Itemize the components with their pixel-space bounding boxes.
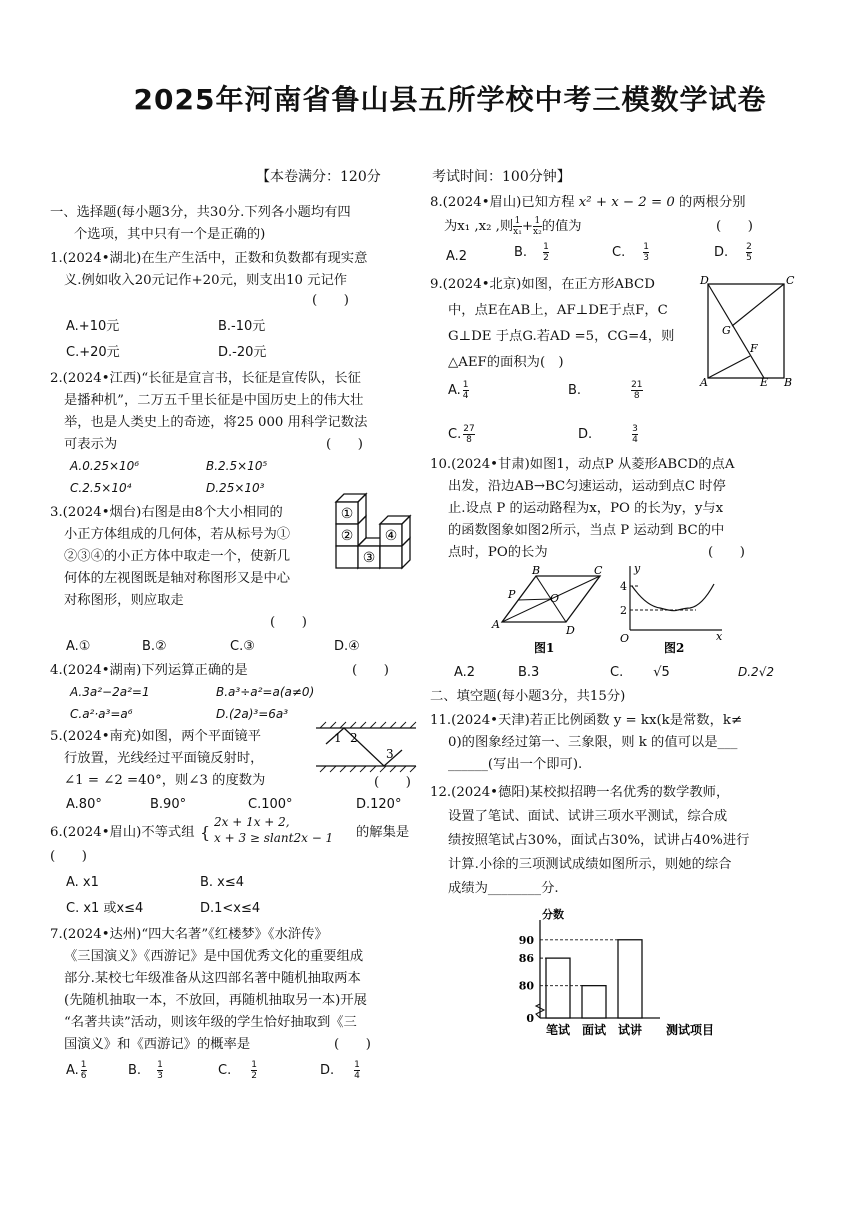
q5-line3: ∠1 = ∠2 =40°，则∠3 的度数为	[64, 773, 266, 788]
q11-line2: 0)的图象经过第一、三象限，则 k 的值可以是___	[448, 735, 738, 750]
q9-line3: G⊥DE 于点G.若AD =5，CG=4，则	[448, 329, 675, 344]
q9-line2: 中，点E在AB上，AF⊥DE于点F，C	[448, 303, 668, 318]
q12-line4: 计算.小徐的三项测试成绩如图所示，则她的综合	[448, 857, 732, 872]
q5-option-a[interactable]: A.80°	[66, 797, 102, 812]
q3-label-4: ④	[384, 528, 398, 544]
q10-graph-y: y	[634, 562, 641, 575]
q6-option-a[interactable]: A. x1	[66, 875, 99, 890]
q12-line1: 12.(2024•德阳)某校拟招聘一名优秀的数学教师，	[430, 785, 730, 800]
section-2-title: 二、填空题(每小题3分，共15分)	[430, 689, 626, 704]
q6-system-line1: 2x + 1x + 2,	[214, 815, 290, 829]
q1-line2: 义.例如收入20元记作+20元，则支出10 元记作	[64, 273, 348, 288]
q7-option-a[interactable]: A. $\frac{1}{6}$	[66, 1060, 87, 1081]
q10-line5: 点时，PO的长为	[448, 545, 548, 560]
q3-label-3: ③	[362, 550, 376, 566]
q10-label-c: C	[594, 564, 603, 577]
q3-line2: 小正方体组成的几何体，若从标号为①	[64, 527, 291, 542]
q10-graph-x: x	[716, 630, 723, 643]
chart-category-label: 面试	[581, 1023, 607, 1037]
q12-line3: 绩按照笔试占30%，面试占30%，试讲占40%进行	[448, 833, 750, 848]
q2-line3: 举，也是人类史上的奇迹，将25 000 用科学记数法	[64, 415, 368, 430]
q7-option-b[interactable]: B. $\frac{1}{3}$	[128, 1060, 163, 1081]
q2-line1: 2.(2024•江西)“长征是宣言书，长征是宣传队，长征	[50, 371, 361, 386]
q3-line1: 3.(2024•烟台)右图是由8个大小相同的	[50, 505, 283, 520]
q12-line5: 成绩为________分.	[448, 881, 559, 896]
q9-label-a: A	[700, 376, 708, 389]
q10-rhombus-figure	[490, 566, 606, 656]
q7-line2: 《三国演义》《西游记》是中国优秀文化的重要组成	[64, 949, 364, 964]
q8-paren: ( )	[716, 219, 753, 234]
q7-line1: 7.(2024•达州)“四大名著”《红楼梦》《水浒传》	[50, 927, 328, 942]
q2-option-a[interactable]: A.0.25×10⁶	[70, 459, 140, 473]
q10-label-d: D	[566, 624, 575, 637]
q10-label-o: O	[550, 592, 560, 605]
q8-option-a[interactable]: A.2	[446, 249, 468, 264]
q9-square-figure	[698, 274, 795, 389]
q3-line5: 对称图形，则应取走	[64, 593, 184, 608]
q10-line4: 的函数图象如图2所示，当点 P 运动到 BC的中	[448, 523, 725, 538]
q9-label-c: C	[786, 274, 795, 287]
q9-option-a[interactable]: A. $\frac{1}{4}$	[448, 380, 469, 401]
q3-option-a[interactable]: A.①	[66, 639, 91, 654]
q10-graph-tick-4: 4	[620, 580, 627, 593]
q8-line2: 为x₁ ,x₂ ,则 $\frac{1}{\text{x₁}}$ + $\frac{1}{\text{x₂}}$ 的值为	[444, 216, 582, 237]
q10-figure2-caption: 图2	[664, 641, 685, 655]
chart-category-label: 笔试	[545, 1023, 571, 1037]
q8-line1: 8.(2024•眉山)已知方程 x² + x − 2 = 0 的两根分别	[430, 195, 746, 210]
chart-y-tick-label: 80	[518, 979, 534, 993]
q1-option-d[interactable]: D.-20元	[218, 345, 267, 360]
q1-option-c[interactable]: C.+20元	[66, 345, 120, 360]
q5-angle-1: 1	[334, 731, 342, 745]
q8-option-d[interactable]: D. $\frac{2}{5}$	[714, 242, 752, 263]
q7-line4: (先随机抽取一本，不放回，再随机抽取另一本)开展	[64, 993, 367, 1008]
q6-option-d[interactable]: D.1<x≤4	[200, 901, 261, 916]
q6-option-c[interactable]: C. x1 或x≤4	[66, 901, 144, 916]
q6-brace: {	[200, 823, 211, 842]
q9-label-f: F	[750, 342, 758, 355]
q3-option-c[interactable]: C.③	[230, 639, 255, 654]
exam-time: 考试时间：100分钟】	[432, 169, 571, 185]
q10-label-b: B	[532, 564, 541, 577]
q10-paren: ( )	[708, 545, 745, 560]
q9-option-b[interactable]: B. $\frac{21}{8}$	[568, 380, 643, 401]
q7-line3: 部分.某校七年级准备从这四部名著中随机抽取两本	[64, 971, 361, 986]
chart-bar	[546, 958, 570, 1018]
section-1-title: 一、选择题(每小题3分，共30分.下列各小题均有四	[50, 205, 351, 220]
chart-y-tick-label: 86	[518, 952, 534, 966]
q11-line1: 11.(2024•天津)若正比例函数 y = kx(k是常数，k≠	[430, 713, 743, 728]
q1-paren: ( )	[312, 293, 349, 308]
chart-bar	[618, 940, 642, 1018]
q3-option-d[interactable]: D.④	[334, 639, 360, 654]
q9-option-c[interactable]: C. $\frac{27}{8}$	[448, 424, 475, 445]
section-1-note: 个选项，其中只有一个是正确的)	[74, 227, 266, 242]
q10-line2: 出发，沿边AB→BC匀速运动，运动到点C 时停	[448, 479, 726, 494]
q2-line2: 是播种机”，二万五千里长征是中国历史上的伟大壮	[64, 393, 364, 408]
q2-option-b[interactable]: B.2.5×10⁵	[206, 459, 268, 473]
q4-paren: ( )	[352, 663, 389, 678]
q7-option-d[interactable]: D. $\frac{1}{4}$	[320, 1060, 360, 1081]
q3-option-b[interactable]: B.②	[142, 639, 167, 654]
q3-label-1: ①	[340, 506, 354, 522]
q4-option-b[interactable]: B.a³÷a²=a(a≠0)	[216, 685, 315, 699]
q6-option-b[interactable]: B. x≤4	[200, 875, 245, 890]
q3-paren: ( )	[270, 615, 307, 630]
q7-line6: 国演义》和《西游记》的概率是	[64, 1037, 251, 1052]
q6-line1: 6.(2024•眉山)不等式组	[50, 825, 195, 840]
q2-paren: ( )	[326, 437, 363, 452]
q5-option-b[interactable]: B.90°	[150, 797, 187, 812]
q9-label-d: D	[700, 274, 709, 287]
q12-score-chart	[500, 908, 740, 1044]
q8-option-c[interactable]: C. $\frac{1}{3}$	[612, 242, 649, 263]
q10-line3: 止.设点 P 的运动路程为x，PO 的长为y，y与x	[448, 501, 724, 516]
q4-option-d[interactable]: D.(2a)³=6a³	[216, 707, 289, 721]
q4-option-c[interactable]: C.a²·a³=a⁶	[70, 707, 133, 721]
chart-bar	[582, 986, 606, 1018]
q9-option-d[interactable]: D. $\frac{3}{4}$	[578, 424, 638, 445]
q7-option-c[interactable]: C. $\frac{1}{2}$	[218, 1060, 257, 1081]
q9-line1: 9.(2024•北京)如图，在正方形ABCD	[430, 277, 655, 292]
chart-y-tick-label: 90	[518, 933, 534, 947]
q7-paren: ( )	[334, 1037, 371, 1052]
q9-label-g: G	[722, 324, 731, 337]
q11-line3: ______(写出一个即可).	[448, 757, 583, 772]
chart-x-axis-title: 测试项目	[666, 1023, 715, 1037]
q3-label-2: ②	[340, 528, 354, 544]
q4-option-a[interactable]: A.3a²−2a²=1	[70, 685, 150, 699]
q6-line1b: 的解集是	[356, 825, 410, 840]
page-title: 2025年河南省鲁山县五所学校中考三模数学试卷	[133, 83, 767, 116]
q9-line4: △AEF的面积为( )	[448, 355, 564, 370]
q5-line2: 行放置，光线经过平面镜反射时，	[64, 751, 264, 766]
q10-graph-origin: O	[620, 632, 630, 645]
q4-line1: 4.(2024•湖南)下列运算正确的是	[50, 663, 248, 678]
chart-y-tick-label: 0	[526, 1012, 534, 1025]
q6-system-line2: x + 3 ≥ slant2x − 1	[214, 831, 334, 845]
full-score: 【本卷满分：120分	[256, 169, 381, 185]
q5-line1: 5.(2024•南充)如图，两个平面镜平	[50, 729, 262, 744]
q3-line3: ②③④的小正方体中取走一个，使新几	[64, 549, 291, 564]
q8-option-b[interactable]: B. $\frac{1}{2}$	[514, 242, 549, 263]
q2-line4: 可表示为	[64, 437, 118, 452]
q5-mirror-figure	[312, 720, 420, 774]
q5-paren: ( )	[374, 775, 411, 790]
q6-paren: ( )	[50, 849, 87, 864]
q10-label-p: P	[508, 588, 516, 601]
q1-line1: 1.(2024•湖北)在生产生活中，正数和负数都有现实意	[50, 251, 368, 266]
q5-option-c[interactable]: C.100°	[248, 797, 293, 812]
q10-option-a[interactable]: A.2	[454, 665, 476, 680]
q10-option-c[interactable]: C. √5	[610, 665, 670, 680]
q5-angle-3: 3	[386, 747, 394, 761]
q7-line5: “名著共读”活动，则该年级的学生恰好抽取到《三	[64, 1015, 357, 1030]
q10-line1: 10.(2024•甘肃)如图1，动点P 从菱形ABCD的点A	[430, 457, 735, 472]
q9-label-b: B	[784, 376, 793, 389]
q12-line2: 设置了笔试、面试、试讲三项水平测试，综合成	[448, 809, 728, 824]
q3-cube-figure	[328, 490, 420, 580]
q1-option-a[interactable]: A.+10元	[66, 319, 120, 334]
q3-line4: 何体的左视图既是轴对称图形又是中心	[64, 571, 291, 586]
q10-option-d[interactable]: D.2√2	[738, 665, 774, 679]
q2-option-c[interactable]: C.2.5×10⁴	[70, 481, 132, 495]
q9-label-e: E	[760, 376, 769, 389]
q1-option-b[interactable]: B.-10元	[218, 319, 266, 334]
q2-option-d[interactable]: D.25×10³	[206, 481, 265, 495]
q10-graph-tick-2: 2	[620, 604, 627, 617]
q10-option-b[interactable]: B.3	[518, 665, 540, 680]
q10-figure1-caption: 图1	[534, 641, 555, 655]
chart-y-axis-title: 分数	[542, 908, 564, 921]
q5-angle-2: 2	[350, 731, 358, 745]
q10-label-a: A	[492, 618, 500, 631]
q5-option-d[interactable]: D.120°	[356, 797, 402, 812]
chart-category-label: 试讲	[617, 1023, 643, 1037]
q10-function-graph	[616, 562, 726, 656]
